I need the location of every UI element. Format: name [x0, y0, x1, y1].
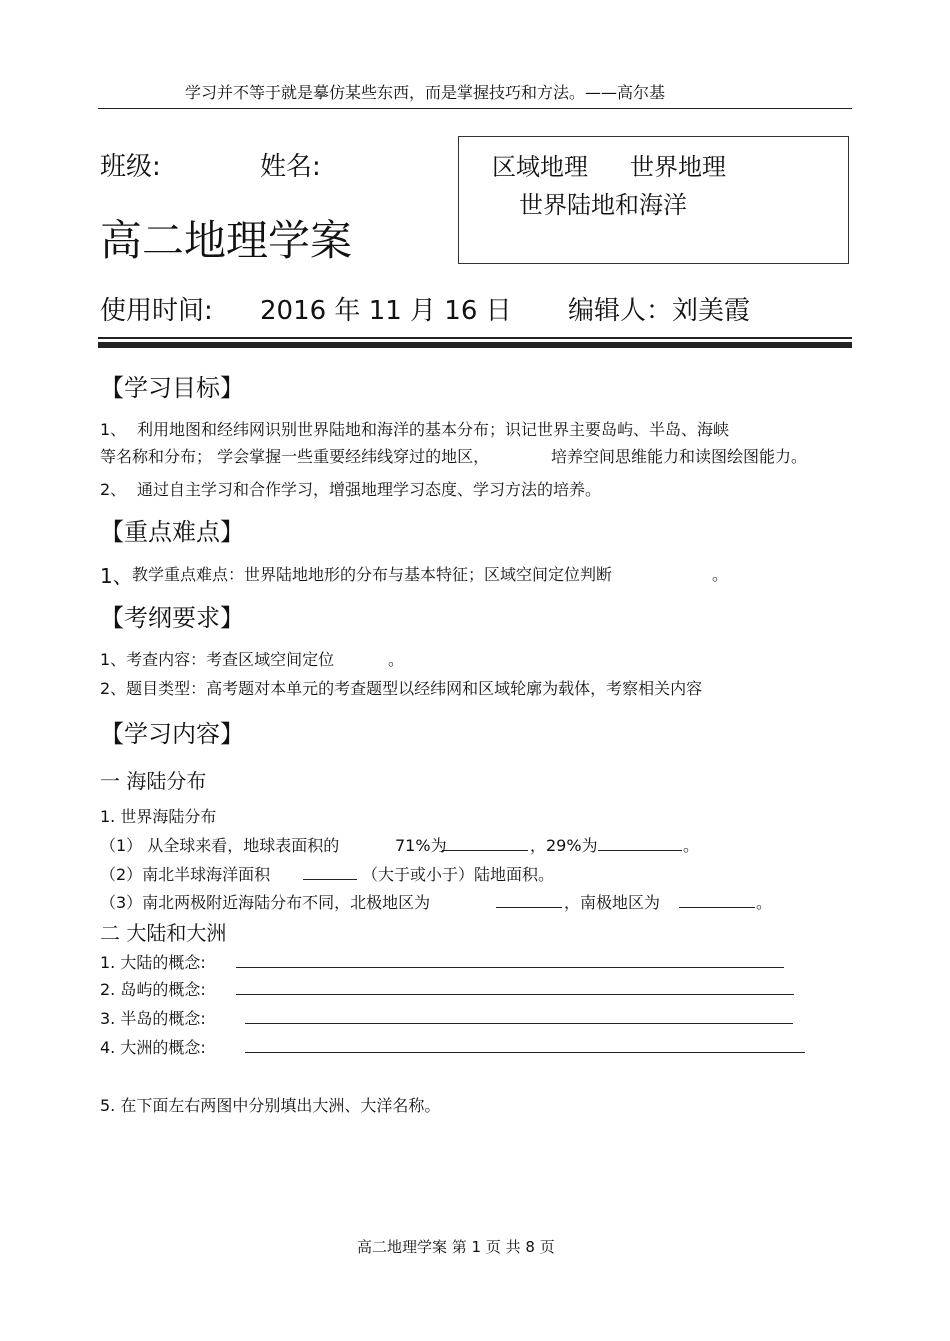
q1-1-blank-2[interactable]: [598, 836, 682, 851]
goal-1-text-cont: 等名称和分布； 学会掌握一些重要经纬线穿过的地区，: [100, 447, 490, 466]
double-rule-bottom: [98, 342, 852, 348]
topic-subtitle: 世界陆地和海洋: [519, 191, 687, 219]
concept-peninsula-label: 3. 半岛的概念:: [100, 1009, 206, 1028]
q1-3-south-label: ，南极地区为: [564, 893, 661, 912]
concept-island-blank[interactable]: [236, 980, 794, 995]
content-heading: 【学习内容】: [100, 720, 244, 748]
class-label: 班级:: [100, 152, 161, 182]
header-quote: 学习并不等于就是摹仿某些东西，而是掌握技巧和方法。——高尔基: [185, 83, 666, 102]
goal-1-text: 利用地图和经纬网识别世界陆地和海洋的基本分布；识记世界主要岛屿、半岛、海峡: [137, 420, 730, 439]
q1-1-end: 。: [683, 836, 700, 855]
topic-world: 世界地理: [630, 153, 726, 181]
q5-text: 5. 在下面左右两图中分别填出大洲、大洋名称。: [100, 1096, 441, 1115]
q1-3-end: 。: [756, 893, 773, 912]
q1-1-text: （1） 从全球来看，地球表面积的: [100, 836, 340, 855]
q1-3-blank-north[interactable]: [496, 893, 562, 908]
concept-continent-label: 1. 大陆的概念:: [100, 953, 206, 972]
part-2-heading: 二 大陆和大洲: [100, 921, 227, 945]
q1-2-blank[interactable]: [303, 865, 357, 880]
key-1-end: 。: [712, 565, 729, 584]
q1-1-land: ，29%为: [530, 836, 598, 855]
part-1-heading: 一 海陆分布: [100, 769, 207, 793]
top-divider: [98, 108, 852, 109]
goals-heading: 【学习目标】: [100, 374, 244, 402]
q1-2-text: （2）南北半球海洋面积: [100, 865, 271, 884]
exam-heading: 【考纲要求】: [100, 604, 244, 632]
topic-region: 区域地理: [492, 153, 588, 181]
concept-peninsula-blank[interactable]: [245, 1009, 793, 1024]
q1-3-text: （3）南北两极附近海陆分布不同，北极地区为: [100, 893, 431, 912]
key-heading: 【重点难点】: [100, 518, 244, 546]
goal-1-number: 1、: [100, 420, 127, 439]
page-footer: 高二地理学案 第 1 页 共 8 页: [357, 1238, 555, 1256]
concept-continent-region-blank[interactable]: [245, 1038, 805, 1053]
date-text: 2016 年 11 月 16 日: [260, 296, 512, 326]
q1-3-blank-south[interactable]: [679, 893, 755, 908]
goal-2-number: 2、: [100, 480, 127, 499]
q1-2-text-end: （大于或小于）陆地面积。: [362, 865, 555, 884]
q1-title: 1. 世界海陆分布: [100, 807, 217, 826]
key-1-text: 教学重点难点：世界陆地地形的分布与基本特征；区域空间定位判断: [132, 565, 613, 584]
concept-continent-region-label: 4. 大洲的概念:: [100, 1038, 206, 1057]
concept-continent-blank[interactable]: [236, 953, 784, 968]
double-rule-top: [98, 337, 852, 339]
editor-text: 编辑人：刘美霞: [568, 296, 751, 326]
q1-1-ocean: 71%为: [395, 836, 447, 855]
goal-1-text-end: 培养空间思维能力和读图绘图能力。: [551, 447, 808, 466]
page-title: 高二地理学案: [100, 216, 353, 265]
exam-1-end: 。: [388, 650, 405, 669]
exam-1-text: 1、考查内容：考查区域空间定位: [100, 650, 335, 669]
time-label: 使用时间:: [100, 296, 213, 326]
name-label: 姓名:: [260, 152, 321, 182]
goal-2-text: 通过自主学习和合作学习，增强地理学习态度、学习方法的培养。: [137, 480, 602, 499]
q1-1-blank-1[interactable]: [442, 836, 528, 851]
exam-2-text: 2、题目类型：高考题对本单元的考查题型以经纬网和区域轮廓为载体，考察相关内容: [100, 679, 703, 698]
key-1-number: 1、: [100, 564, 133, 588]
concept-island-label: 2. 岛屿的概念:: [100, 980, 206, 999]
